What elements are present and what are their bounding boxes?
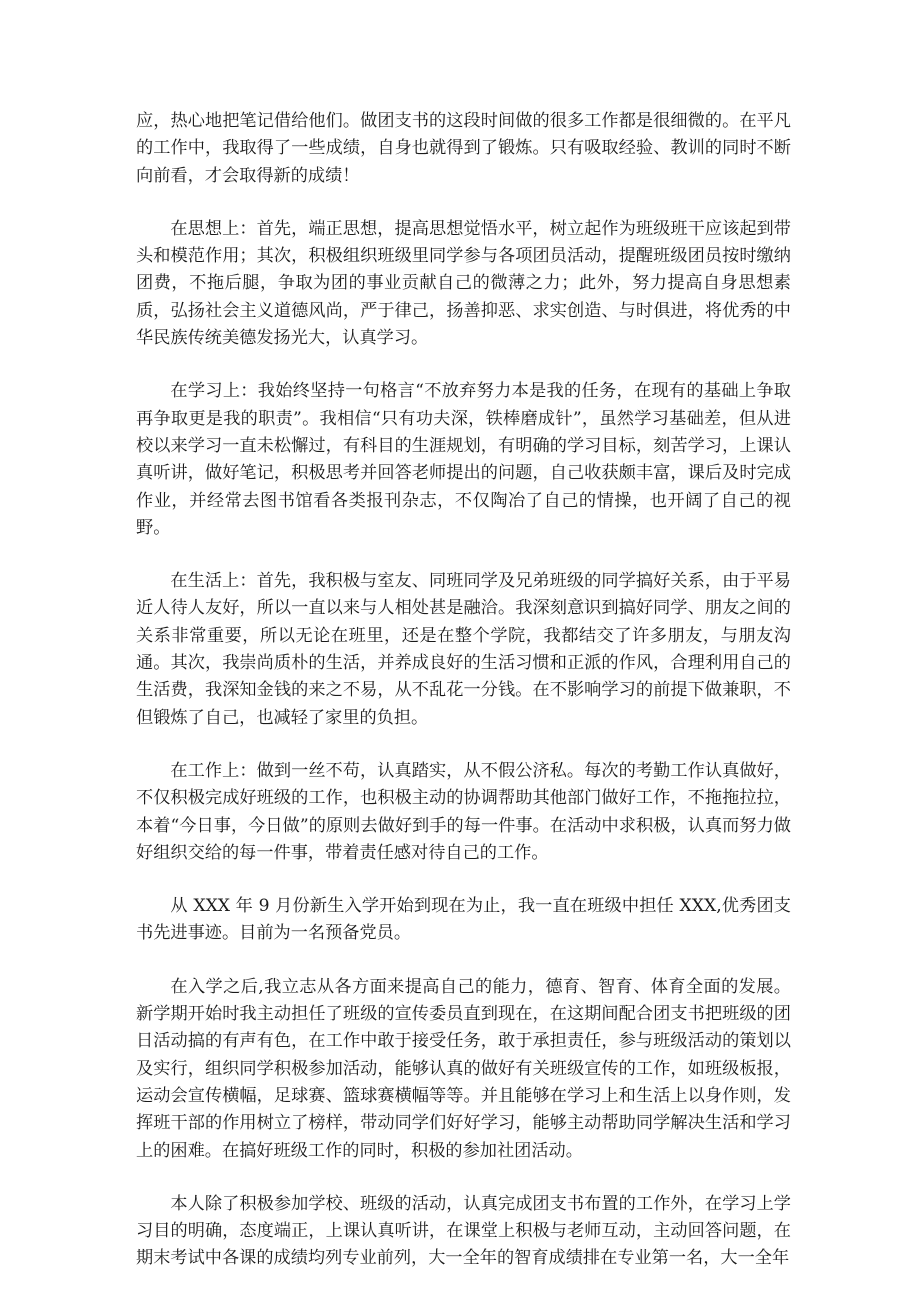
paragraph-after-enrollment: 在入学之后,我立志从各方面来提高自己的能力，德育、智育、体育全面的发展。新学期开始时我主动担任了班级的宣传委员直到现在，在这期间配合团支书把班级的团日活动搞的有声有色，在工作中敢于接受任务，敢于承担责任，参与班级活动的策划以及实行，组织同学积极参加活动，能够认真的做好有关班级宣传的工作，如班级板报，运动会宣传横幅，足球赛、篮球赛横幅等等。并且能够在学习上和生活上以身作则，发挥班干部的作用树立了榜样，带动同学们好好学习，能够主动帮助同学解决生活和学习上的困难。在搞好班级工作的同时，积极的参加社团活动。 xyxy=(136,976,791,1161)
paragraph-intro-continuation: 应，热心地把笔记借给他们。做团支书的这段时间做的很多工作都是很细微的。在平凡的工作中，我取得了一些成绩，自身也就得到了锻炼。只有吸取经验、教训的同时不断向前看，才会取得新的成绩！ xyxy=(136,111,791,186)
paragraph-role: 从 XXX 年 9 月份新生入学开始到现在为止，我一直在班级中担任 XXX,优秀团支书先进事迹。目前为一名预备党员。 xyxy=(136,896,791,944)
paragraph-life: 在生活上：首先，我积极与室友、同班同学及兄弟班级的同学搞好关系，由于平易近人待人友好，所以一直以来与人相处甚是融洽。我深刻意识到搞好同学、朋友之间的关系非常重要，所以无论在班里，还是在整个学院，我都结交了许多朋友，与朋友沟通。其次，我崇尚质朴的生活，并养成良好的生活习惯和正派的作风，合理利用自己的生活费，我深知金钱的来之不易，从不乱花一分钱。在不影响学习的前提下做兼职，不但锻炼了自己，也减轻了家里的负担。 xyxy=(136,571,791,728)
paragraph-study: 在学习上：我始终坚持一句格言“不放弃努力本是我的任务，在现有的基础上争取再争取更是我的职责”。我相信“只有功夫深，铁棒磨成针”，虽然学习基础差，但从进校以来学习一直未松懈过，有科目的生涯规划，有明确的学习目标，刻苦学习，上课认真听讲，做好笔记，积极思考并回答老师提出的问题，自己收获颇丰富，课后及时完成作业，并经常去图书馆看各类报刊杂志，不仅陶冶了自己的情操，也开阔了自己的视野。 xyxy=(136,381,791,538)
paragraph-thought: 在思想上：首先，端正思想，提高思想觉悟水平，树立起作为班级班干应该起到带头和模范作用；其次，积极组织班级里同学参与各项团员活动，提醒班级团员按时缴纳团费，不拖后腿，争取为团的事业贡献自己的微薄之力；此外，努力提高自身思想素质，弘扬社会主义道德风尚，严于律己，扬善抑恶、求实创造、与时俱进，将优秀的中华民族传统美德发扬光大，认真学习。 xyxy=(136,218,791,349)
document-body xyxy=(136,108,791,1299)
paragraph-work: 在工作上：做到一丝不苟，认真踏实，从不假公济私。每次的考勤工作认真做好，不仅积极完成好班级的工作，也积极主动的协调帮助其他部门做好工作，不拖拖拉拉，本着“今日事，今日做”的原则去做好到手的每一件事。在活动中求积极，认真而努力做好组织交给的每一件事，带着责任感对待自己的工作。 xyxy=(136,760,791,863)
paragraph-achievements: 本人除了积极参加学校、班级的活动，认真完成团支书布置的工作外，在学习上学习目的明确，态度端正，上课认真听讲，在课堂上积极与老师互动，主动回答问题，在期末考试中各课的成绩均列专业前列，大一全年的智育成绩排在专业第一名，大一全年 xyxy=(136,1193,791,1269)
